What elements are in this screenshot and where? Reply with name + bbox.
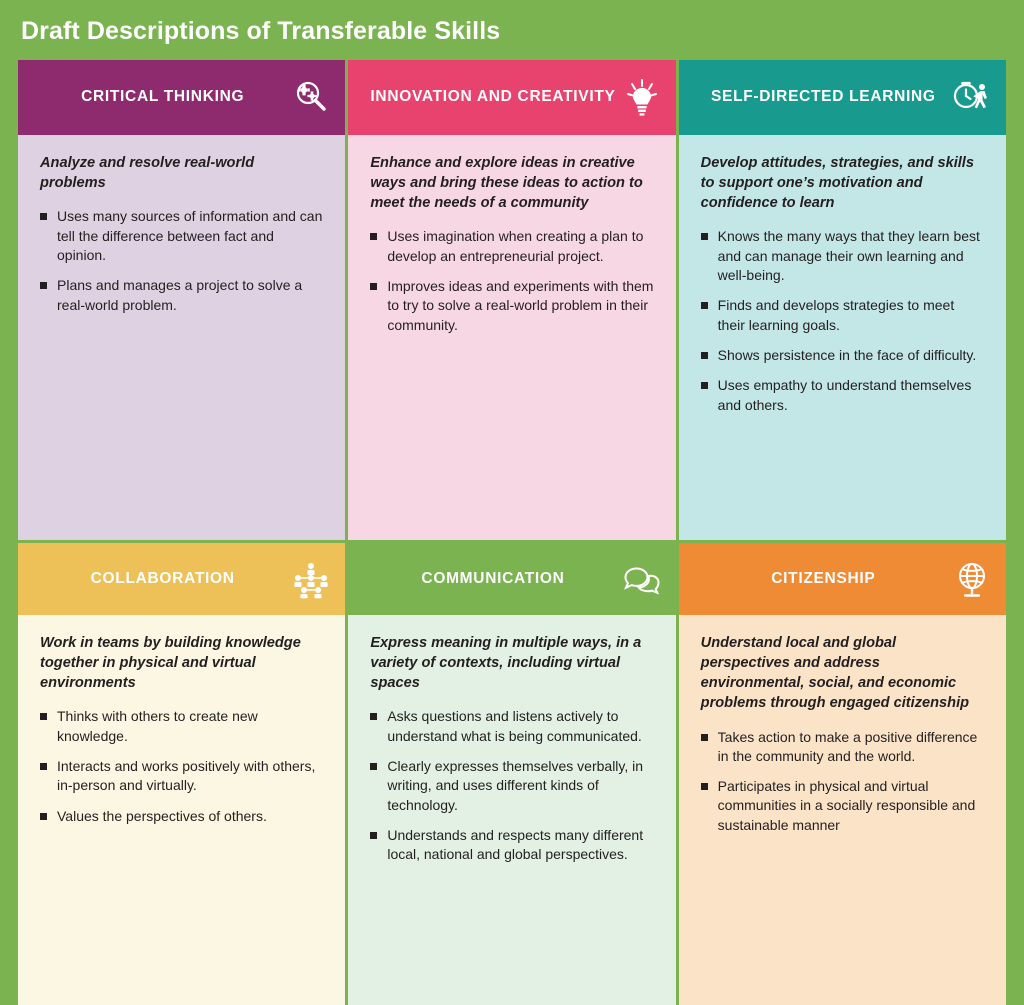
speech-bubbles-icon xyxy=(620,557,664,601)
card-title: CRITICAL THINKING xyxy=(81,88,245,106)
card-points xyxy=(701,227,984,415)
list-item: Plans and manages a project to solve a real-world problem. xyxy=(40,276,323,315)
card-header-critical-thinking xyxy=(18,60,345,135)
list-item: Finds and develops strategies to meet their learning goals. xyxy=(701,296,984,335)
stopwatch-runner-icon xyxy=(950,76,994,120)
card-points xyxy=(370,707,653,864)
card-lead: Develop attitudes, strategies, and skills to support one’s motivation and confidence to learn xyxy=(700,155,974,212)
magnifier-gears-icon xyxy=(289,76,333,120)
card-title: INNOVATION AND CREATIVITY xyxy=(370,88,616,106)
card-body-communication xyxy=(348,615,675,1005)
card-lead: Express meaning in multiple ways, in a variety of contexts, including virtual spaces xyxy=(370,635,642,692)
list-item: Improves ideas and experiments with them to try to solve a real-world problem in their community. xyxy=(370,277,653,335)
globe-icon xyxy=(950,557,994,601)
card-citizenship xyxy=(679,543,1006,1005)
card-lead: Understand local and global perspectives and address environmental, social, and economic problems through engaged citizenship xyxy=(700,635,970,712)
list-item: Uses many sources of information and can tell the difference between fact and opinion. xyxy=(40,207,323,265)
skills-grid xyxy=(18,60,1006,1005)
card-communication xyxy=(348,543,675,1005)
card-body-critical-thinking xyxy=(18,135,345,540)
card-header-self-directed-learning xyxy=(679,60,1006,135)
list-item: Values the perspectives of others. xyxy=(40,807,323,826)
people-network-icon xyxy=(289,557,333,601)
list-item: Asks questions and listens actively to understand what is being communicated. xyxy=(370,707,653,746)
card-points xyxy=(40,707,323,826)
list-item: Understands and respects many different local, national and global perspectives. xyxy=(370,826,653,865)
list-item: Knows the many ways that they learn best and can manage their own learning and well-being. xyxy=(701,227,984,285)
card-lead: Enhance and explore ideas in creative ways and bring these ideas to action to meet the needs of a community xyxy=(370,155,643,212)
card-points xyxy=(40,207,323,315)
card-body-self-directed-learning xyxy=(679,135,1006,540)
list-item: Participates in physical and virtual communities in a socially responsible and sustainable manner xyxy=(701,777,984,835)
card-header-communication xyxy=(348,543,675,615)
card-points xyxy=(701,728,984,836)
card-points xyxy=(370,227,653,335)
lightbulb-icon xyxy=(620,76,664,120)
card-critical-thinking xyxy=(18,60,345,540)
list-item: Uses imagination when creating a plan to develop an entrepreneurial project. xyxy=(370,227,653,266)
card-collaboration xyxy=(18,543,345,1005)
list-item: Uses empathy to understand themselves and others. xyxy=(701,376,984,415)
card-lead: Analyze and resolve real-world problems xyxy=(40,155,255,192)
card-innovation-and-creativity xyxy=(348,60,675,540)
list-item: Thinks with others to create new knowledge. xyxy=(40,707,323,746)
card-header-citizenship xyxy=(679,543,1006,615)
card-header-innovation-and-creativity xyxy=(348,60,675,135)
card-title: CITIZENSHIP xyxy=(771,569,876,587)
card-body-collaboration xyxy=(18,615,345,1005)
list-item: Takes action to make a positive difference in the community and the world. xyxy=(701,728,984,767)
list-item: Interacts and works positively with others, in-person and virtually. xyxy=(40,757,323,796)
card-title: SELF-DIRECTED LEARNING xyxy=(711,88,936,106)
card-title: COMMUNICATION xyxy=(421,569,565,587)
list-item: Clearly expresses themselves verbally, in writing, and uses different kinds of technology. xyxy=(370,757,653,815)
card-header-collaboration xyxy=(18,543,345,615)
card-body-innovation-and-creativity xyxy=(348,135,675,540)
card-self-directed-learning xyxy=(679,60,1006,540)
card-title: COLLABORATION xyxy=(90,569,235,587)
page-title: Draft Descriptions of Transferable Skills xyxy=(21,17,501,45)
card-lead: Work in teams by building knowledge together in physical and virtual environments xyxy=(40,635,301,692)
list-item: Shows persistence in the face of difficulty. xyxy=(701,346,984,365)
card-body-citizenship xyxy=(679,615,1006,1005)
